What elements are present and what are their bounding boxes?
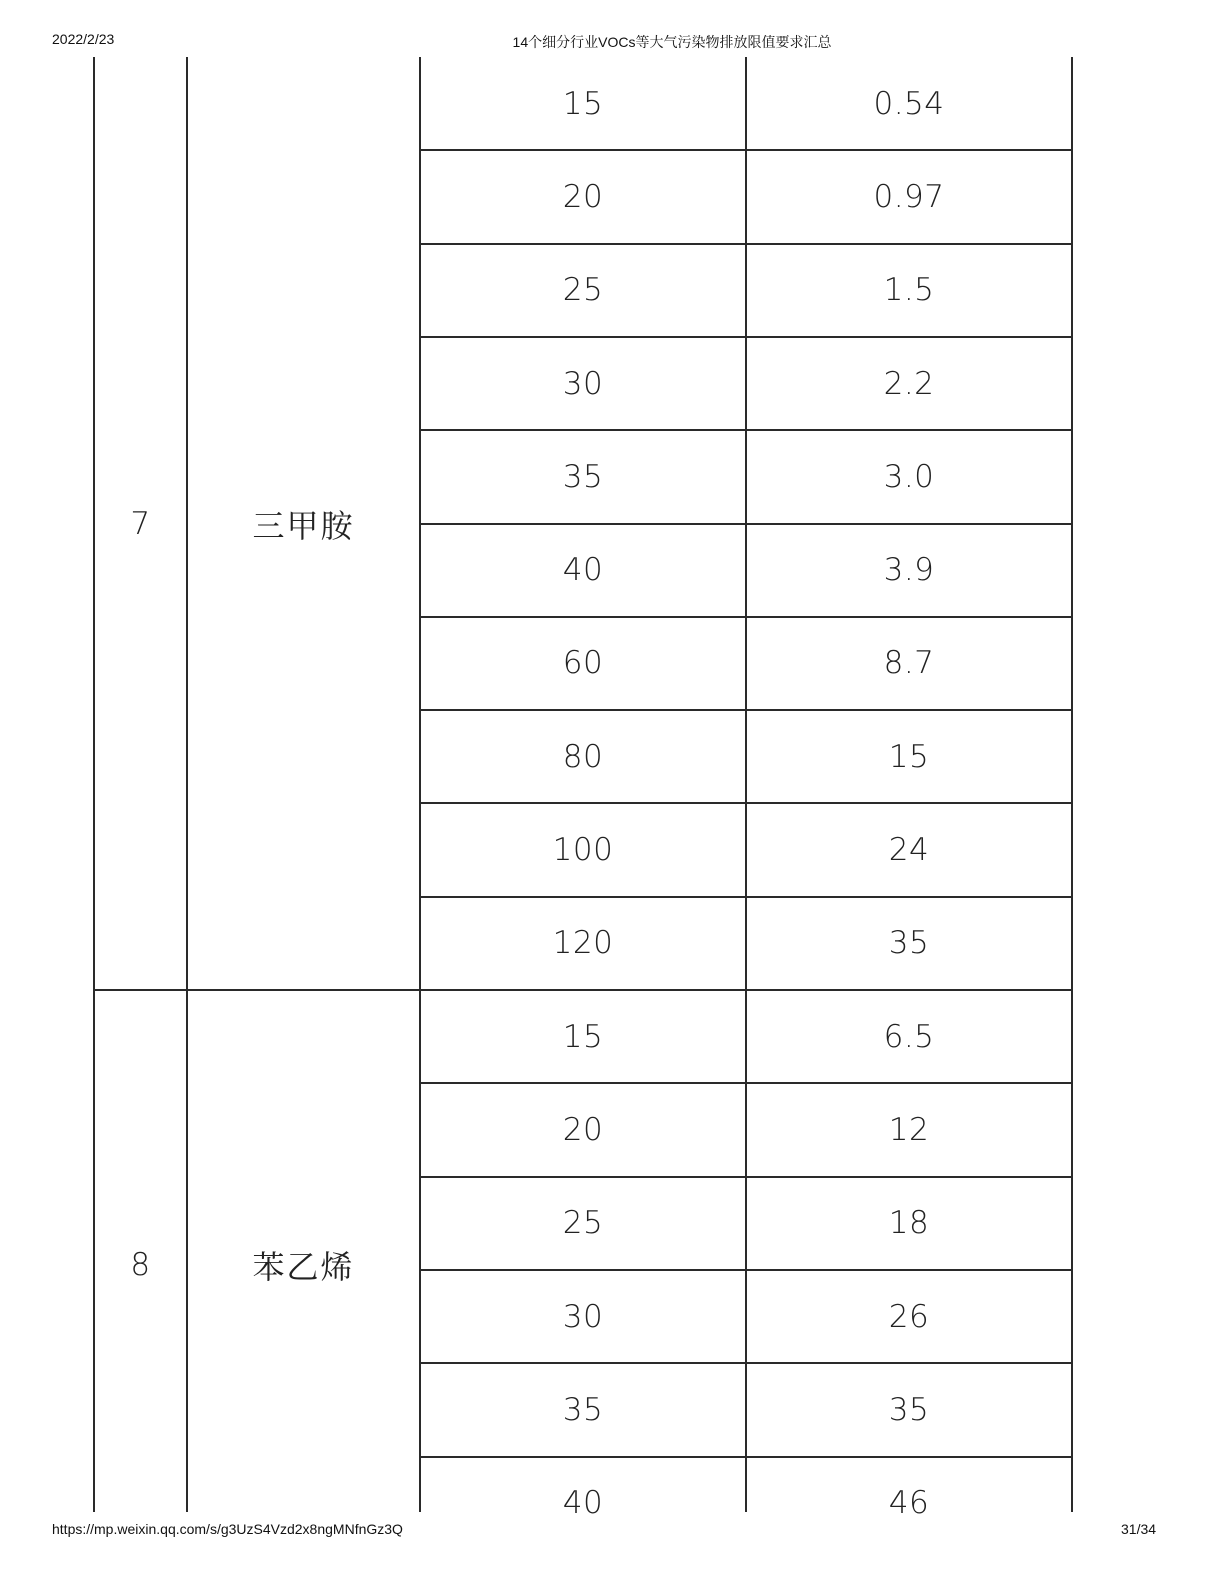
stack-height-cell: 25 xyxy=(562,1205,604,1242)
stack-height-cell: 80 xyxy=(562,738,604,775)
emission-rate-cell: 8.7 xyxy=(883,645,935,682)
emission-rate-cell: 46 xyxy=(888,1485,930,1522)
emission-rate-cell: 1.5 xyxy=(883,272,935,309)
stack-height-cell: 20 xyxy=(562,178,604,215)
emission-rate-cell: 3.9 xyxy=(883,552,935,589)
emission-rate-cell: 15 xyxy=(888,738,930,775)
emission-rate-cell: 35 xyxy=(888,925,930,962)
header-title: 14个细分行业VOCs等大气污染物排放限值要求汇总 xyxy=(512,34,832,50)
stack-height-cell: 120 xyxy=(552,925,614,962)
stack-height-cell: 25 xyxy=(562,272,604,309)
stack-height-cell: 40 xyxy=(562,552,604,589)
stack-height-cell: 60 xyxy=(562,645,604,682)
pollutant-name: 苯乙烯 xyxy=(252,1248,355,1287)
emission-rate-cell: 0.54 xyxy=(873,85,945,122)
emission-rate-cell: 2.2 xyxy=(883,365,935,402)
emission-rate-cell: 0.97 xyxy=(873,178,945,215)
stack-height-cell: 20 xyxy=(562,1111,604,1148)
stack-height-cell: 30 xyxy=(562,1298,604,1335)
pollutant-number: 7 xyxy=(130,505,151,542)
emission-rate-cell: 3.0 xyxy=(883,458,935,495)
emission-rate-cell: 18 xyxy=(888,1205,930,1242)
header-date: 2022/2/23 xyxy=(52,31,115,47)
pollutant-name: 三甲胺 xyxy=(252,506,355,545)
stack-height-cell: 100 xyxy=(552,832,614,869)
pollutant-number: 8 xyxy=(130,1247,151,1284)
footer-url[interactable]: https://mp.weixin.qq.com/s/g3UzS4Vzd2x8ngMNfnGz3Q xyxy=(52,1521,403,1537)
stack-height-cell: 30 xyxy=(562,365,604,402)
emission-rate-cell: 6.5 xyxy=(883,1018,935,1055)
emission-rate-cell: 26 xyxy=(888,1298,930,1335)
emission-rate-cell: 12 xyxy=(888,1111,930,1148)
stack-height-cell: 35 xyxy=(562,458,604,495)
stack-height-cell: 35 xyxy=(562,1391,604,1428)
emission-rate-cell: 35 xyxy=(888,1391,930,1428)
stack-height-cell: 15 xyxy=(562,85,604,122)
emission-rate-cell: 24 xyxy=(888,832,930,869)
footer-page-number: 31/34 xyxy=(1121,1521,1157,1537)
stack-height-cell: 40 xyxy=(562,1485,604,1522)
stack-height-cell: 15 xyxy=(562,1018,604,1055)
